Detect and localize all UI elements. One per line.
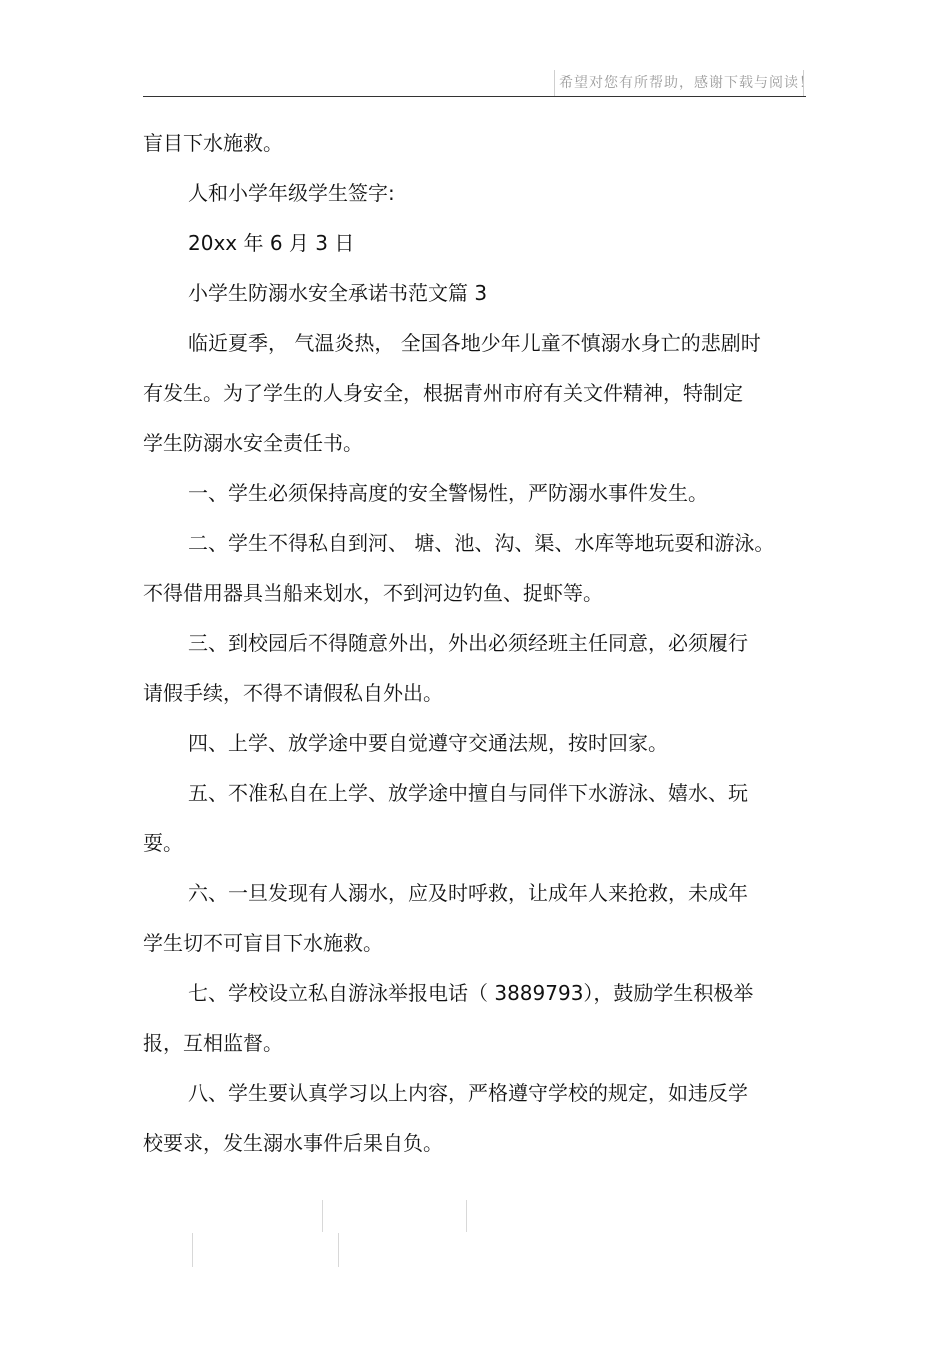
section-title: 小学生防溺水安全承诺书范文篇 3 xyxy=(188,281,488,305)
text-line: 五、不准私自在上学、放学途中擅自与同伴下水游泳、嬉水、玩 xyxy=(188,781,748,805)
text-line: 不得借用器具当船来划水，不到河边钓鱼、捉虾等。 xyxy=(143,581,603,605)
text-line: 有发生。为了学生的人身安全，根据青州市府有关文件精神，特制定 xyxy=(143,381,743,405)
faint-rule xyxy=(192,1233,193,1267)
text-line: 校要求，发生溺水事件后果自负。 xyxy=(143,1131,443,1155)
text-line: 四、上学、放学途中要自觉遵守交通法规，按时回家。 xyxy=(188,731,668,755)
text-line: 学生防溺水安全责任书。 xyxy=(143,431,363,455)
text-line: 三、到校园后不得随意外出，外出必须经班主任同意，必须履行 xyxy=(188,631,748,655)
text-line: 人和小学年级学生签字: xyxy=(188,181,395,205)
text-line: 盲目下水施救。 xyxy=(143,131,283,155)
faint-rule xyxy=(466,1200,467,1232)
text-line: 20xx 年 6 月 3 日 xyxy=(188,231,355,255)
faint-rule xyxy=(322,1200,323,1232)
text-line: 学生切不可盲目下水施救。 xyxy=(143,931,383,955)
text-line: 七、学校设立私自游泳举报电话（ 3889793），鼓励学生积极举 xyxy=(188,981,754,1005)
faint-rule xyxy=(338,1233,339,1267)
header-banner: 希望对您有所帮助，感谢下载与阅读！ xyxy=(554,70,804,96)
text-line: 耍。 xyxy=(143,831,183,855)
header-rule xyxy=(143,96,806,97)
text-line: 二、学生不得私自到河、 塘、池、沟、渠、水库等地玩耍和游泳。 xyxy=(188,531,775,555)
text-line: 一、学生必须保持高度的安全警惕性，严防溺水事件发生。 xyxy=(188,481,708,505)
text-line: 临近夏季， 气温炎热， 全国各地少年儿童不慎溺水身亡的悲剧时 xyxy=(188,331,761,355)
text-line: 八、学生要认真学习以上内容，严格遵守学校的规定，如违反学 xyxy=(188,1081,748,1105)
text-line: 六、一旦发现有人溺水，应及时呼救，让成年人来抢救，未成年 xyxy=(188,881,748,905)
text-line: 报，互相监督。 xyxy=(143,1031,283,1055)
text-line: 请假手续，不得不请假私自外出。 xyxy=(143,681,443,705)
document-body xyxy=(143,118,808,1168)
